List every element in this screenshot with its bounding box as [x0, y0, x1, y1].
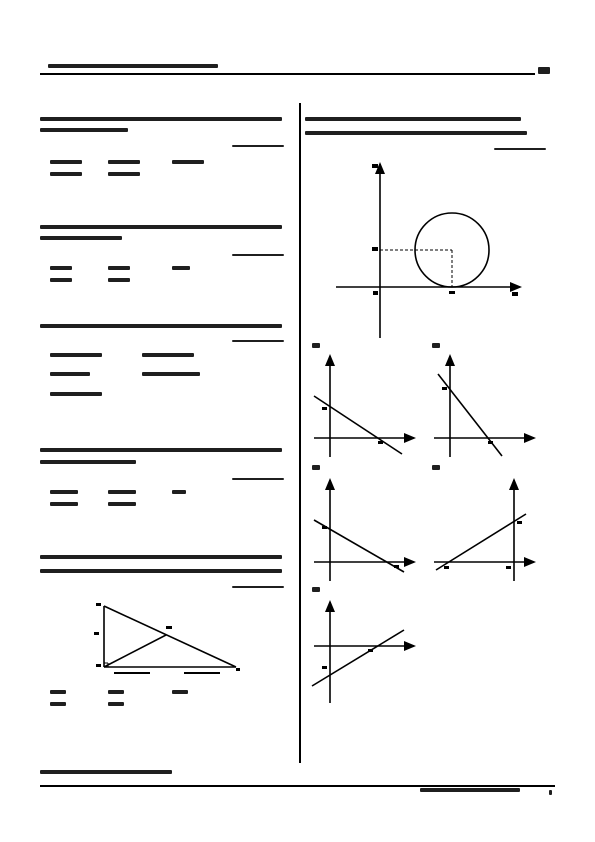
q4-stem-line-2 [40, 460, 136, 464]
q5-triangle-figure [86, 600, 246, 682]
q1-option-b [108, 160, 140, 164]
q6-stem-line-2 [305, 131, 527, 135]
q4-option-a [50, 490, 78, 494]
q5-option-a [50, 690, 66, 694]
q5-option-b [108, 690, 124, 694]
q2-points [232, 254, 284, 256]
q6-option-d-label [432, 465, 440, 470]
q3-option-e [50, 392, 102, 396]
footer-page-number [549, 790, 552, 795]
q6-option-e-graph [310, 598, 420, 708]
q4-stem-line-1 [40, 448, 282, 452]
q6-option-c-label [312, 465, 320, 470]
q5-option-e [108, 702, 124, 706]
q1-stem-line-2 [40, 128, 128, 132]
header-page-number-redacted [538, 67, 550, 74]
q4-points [232, 478, 284, 480]
q6-option-c-graph [310, 476, 420, 586]
q3-option-c [50, 372, 90, 376]
q6-circle-graph [330, 160, 525, 340]
q6-option-a-graph [310, 352, 420, 462]
footer-right-text [420, 788, 520, 792]
q3-option-d [142, 372, 200, 376]
q1-option-d [50, 172, 82, 176]
q3-points [232, 340, 284, 342]
page-header [40, 60, 555, 80]
q4-option-e [108, 502, 136, 506]
q6-option-b-graph [430, 352, 540, 462]
q2-option-b [108, 266, 130, 270]
q3-option-a [50, 353, 102, 357]
q6-stem-line-1 [305, 117, 521, 121]
q1-points [232, 145, 284, 147]
column-divider [299, 103, 301, 763]
q2-option-e [108, 278, 130, 282]
q6-option-e-label [312, 587, 320, 592]
q6-option-a-label [312, 343, 320, 348]
q1-option-c [172, 160, 204, 164]
q4-option-c [172, 490, 186, 494]
q3-stem-line-1 [40, 324, 282, 328]
q6-points [494, 148, 546, 150]
q1-option-a [50, 160, 82, 164]
q6-option-d-graph [430, 476, 540, 586]
q2-stem-line-1 [40, 225, 282, 229]
q5-stem-line-2 [40, 569, 282, 573]
q6-option-b-label [432, 343, 440, 348]
q5-option-c [172, 690, 188, 694]
q1-option-e [108, 172, 140, 176]
header-title-redacted [48, 64, 218, 68]
q4-option-b [108, 490, 136, 494]
q1-stem-line-1 [40, 117, 282, 121]
q4-option-d [50, 502, 78, 506]
q5-stem-line-1 [40, 555, 282, 559]
q5-points [232, 586, 284, 588]
footer-left-text [40, 770, 172, 774]
q5-option-d [50, 702, 66, 706]
header-rule [40, 73, 535, 75]
q2-option-d [50, 278, 72, 282]
footer-rule [40, 785, 555, 787]
q3-option-b [142, 353, 194, 357]
q2-stem-line-2 [40, 236, 122, 240]
q2-option-a [50, 266, 72, 270]
q2-option-c [172, 266, 190, 270]
